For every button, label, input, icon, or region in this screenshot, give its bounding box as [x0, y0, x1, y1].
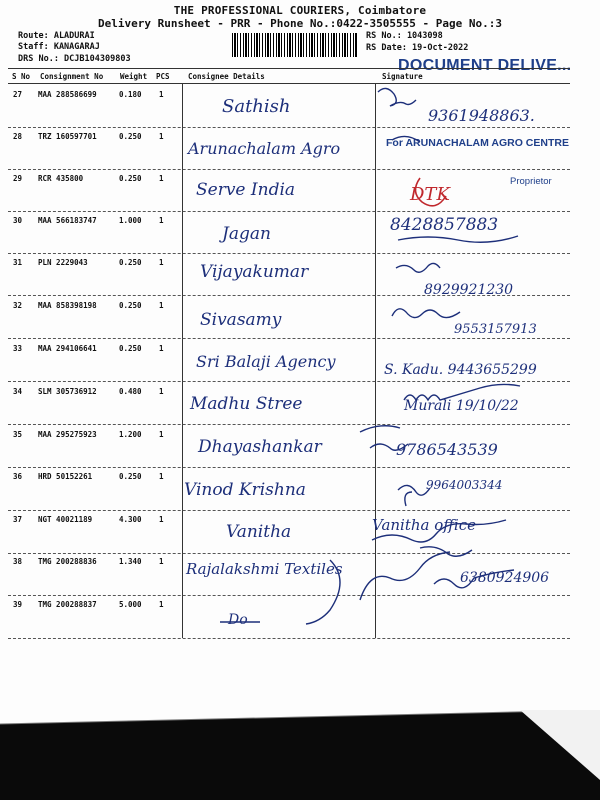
signature-entry: S. Kadu. 9443655299 — [384, 362, 537, 378]
row-consignment: MAA 295275923 — [38, 430, 97, 439]
staff-label: Staff: KANAGARAJ — [18, 42, 100, 52]
row-sno: 32 — [13, 301, 23, 310]
row-consignment: NGT 40021189 — [38, 515, 93, 524]
row-sno: 38 — [13, 557, 23, 566]
row-pcs: 1 — [159, 132, 164, 141]
col-header-consignee: Consignee Details — [188, 72, 265, 81]
row-consignment: HRD 50152261 — [38, 472, 93, 481]
signature-entry: 8929921230 — [424, 282, 514, 298]
signature-entry: 9361948863. — [428, 106, 535, 125]
row-weight: 4.300 — [119, 515, 142, 524]
row-weight: 1.000 — [119, 216, 142, 225]
row-consignment: TMG 200288837 — [38, 600, 97, 609]
row-pcs: 1 — [159, 600, 164, 609]
row-sno: 37 — [13, 515, 23, 524]
row-consignment: MAA 858398198 — [38, 301, 97, 310]
row-weight: 0.180 — [119, 90, 142, 99]
consignee-name: Vinod Krishna — [184, 480, 306, 500]
row-consignment: MAA 566183747 — [38, 216, 97, 225]
route-label: Route: ALADURAI — [18, 31, 95, 41]
row-pcs: 1 — [159, 90, 164, 99]
signature-entry: 9553157913 — [454, 322, 537, 337]
consignee-name: Vanitha — [226, 522, 292, 542]
row-consignment: TRZ 160597701 — [38, 132, 97, 141]
row-weight: 1.340 — [119, 557, 142, 566]
col-header-signature: Signature — [382, 72, 423, 81]
row-weight: 0.250 — [119, 344, 142, 353]
consignee-name: Rajalakshmi Textiles — [186, 560, 343, 578]
consignee-name: Madhu Stree — [190, 394, 303, 414]
row-sno: 28 — [13, 132, 23, 141]
signature-entry: Vanitha office — [372, 516, 476, 534]
signature-entry: 6380924906 — [460, 570, 550, 586]
document-subtitle: Delivery Runsheet - PRR - Phone No.:0422-3505555 - Page No.:3 — [98, 17, 502, 30]
row-sno: 30 — [13, 216, 23, 225]
rs-date: RS Date: 19-Oct-2022 — [366, 43, 469, 53]
row-sno: 29 — [13, 174, 23, 183]
row-sno: 36 — [13, 472, 23, 481]
row-pcs: 1 — [159, 515, 164, 524]
consignee-name: Dhayashankar — [198, 437, 322, 457]
rs-number: RS No.: 1043098 — [366, 31, 443, 41]
row-weight: 0.250 — [119, 174, 142, 183]
row-pcs: 1 — [159, 258, 164, 267]
row-weight: 0.250 — [119, 301, 142, 310]
col-header-weight: Weight — [120, 72, 148, 81]
consignee-name: Jagan — [222, 224, 271, 244]
row-consignment: MAA 288586699 — [38, 90, 97, 99]
drs-label: DRS No.: DCJB104309803 — [18, 54, 131, 64]
document-title: THE PROFESSIONAL COURIERS, Coimbatore — [173, 4, 427, 17]
row-weight: 5.000 — [119, 600, 142, 609]
row-weight: 0.250 — [119, 472, 142, 481]
row-pcs: 1 — [159, 472, 164, 481]
row-pcs: 1 — [159, 301, 164, 310]
consignee-name: Arunachalam Agro — [188, 139, 341, 158]
row-sno: 31 — [13, 258, 23, 267]
row-weight: 0.480 — [119, 387, 142, 396]
row-sno: 27 — [13, 90, 23, 99]
consignee-name: Sivasamy — [200, 310, 282, 330]
row-pcs: 1 — [159, 430, 164, 439]
document-delivered-stamp: DOCUMENT DELIVE... — [398, 57, 572, 74]
row-consignment: TMG 200288836 — [38, 557, 97, 566]
row-weight: 1.200 — [119, 430, 142, 439]
row-sno: 34 — [13, 387, 23, 396]
company-stamp: For ARUNACHALAM AGRO CENTRE — [386, 137, 569, 149]
col-header-sno: S No — [12, 72, 31, 81]
signature-entry: DTK — [410, 184, 450, 205]
consignee-name: Vijayakumar — [200, 262, 309, 282]
row-weight: 0.250 — [119, 132, 142, 141]
signature-entry: 9964003344 — [426, 478, 503, 492]
row-pcs: 1 — [159, 216, 164, 225]
proprietor-stamp: Proprietor — [510, 176, 552, 187]
signature-entry: 9786543539 — [396, 440, 498, 459]
consignee-name: Serve India — [196, 180, 296, 200]
col-header-consignment: Consignment No — [40, 72, 104, 81]
row-pcs: 1 — [159, 387, 164, 396]
consignee-name: Do — [228, 612, 248, 628]
col-header-pcs: PCS — [156, 72, 170, 81]
row-pcs: 1 — [159, 344, 164, 353]
row-sno: 39 — [13, 600, 23, 609]
row-consignment: RCR 435800 — [38, 174, 84, 183]
row-weight: 0.250 — [119, 258, 142, 267]
row-pcs: 1 — [159, 174, 164, 183]
consignee-name: Sathish — [222, 96, 291, 117]
row-consignment: MAA 294106641 — [38, 344, 97, 353]
signature-entry: 8428857883 — [390, 215, 499, 235]
paper-fold-shadow — [0, 710, 600, 800]
consignee-name: Sri Balaji Agency — [196, 352, 336, 371]
row-sno: 33 — [13, 344, 23, 353]
row-sno: 35 — [13, 430, 23, 439]
row-pcs: 1 — [159, 557, 164, 566]
row-consignment: SLM 305736912 — [38, 387, 97, 396]
row-consignment: PLN 2229043 — [38, 258, 88, 267]
signature-entry: Murali 19/10/22 — [404, 398, 519, 414]
